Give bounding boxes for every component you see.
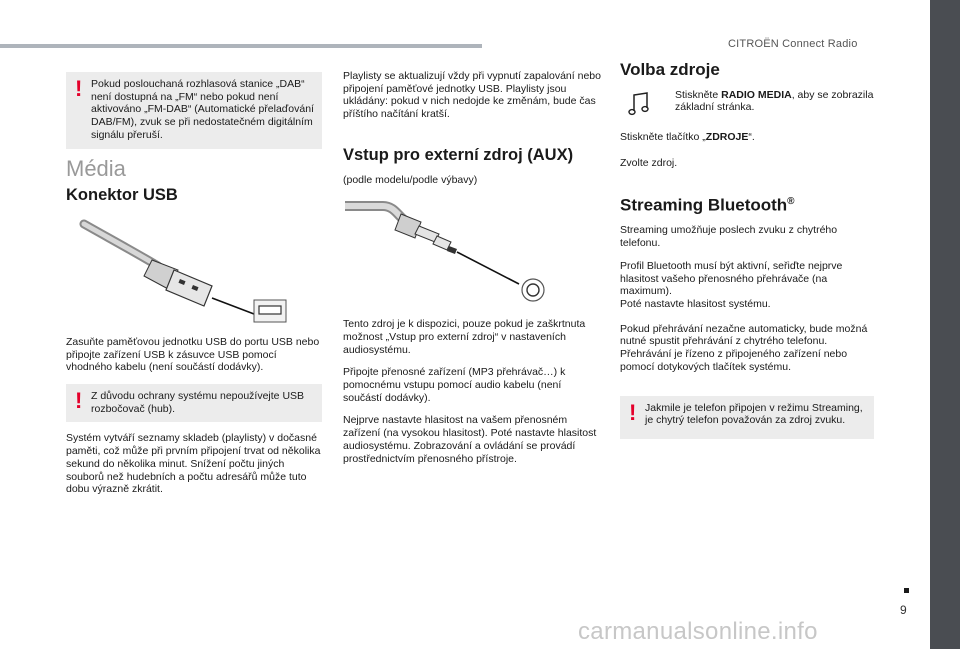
bluetooth-heading-text: Streaming Bluetooth <box>620 195 788 215</box>
aux-paragraph-2: Připojte přenosné zařízení (MP3 přehrávač…) k pomocnému vstupu pomocí audio kabelu (není součástí dodávky). <box>343 366 566 404</box>
instruction-text-pre: Stiskněte <box>675 88 722 101</box>
header-title: CITROËN Connect Radio <box>728 38 858 50</box>
notice-text: Z důvodu ochrany systému nepoužívejte USB rozbočovač (hub). <box>91 390 305 415</box>
usb-connector-illustration <box>66 214 322 324</box>
notice-box <box>66 384 322 422</box>
warning-icon: ! <box>75 388 83 414</box>
notice-box <box>66 72 322 149</box>
section-title: Média <box>66 155 126 181</box>
side-tab <box>930 0 960 649</box>
column-2 <box>343 70 601 475</box>
bluetooth-paragraph-2b: Poté nastavte hlasitost systému. <box>620 297 771 310</box>
source-button-instruction <box>620 131 874 144</box>
bluetooth-paragraph-3a: Pokud přehrávání nezačne automaticky, bude možná nutné spustit přehrávání z chytrého telefonu. <box>620 322 868 348</box>
playlist-update-paragraph: Playlisty se aktualizují vždy při vypnutí zapalování nebo připojení paměťové jednotky USB. Playlisty jsou ukládány: pokud v nich nedojde ke změnám, bude čas příštího načítání kratší. <box>343 70 601 121</box>
usb-heading: Konektor USB <box>66 186 178 205</box>
source-heading: Volba zdroje <box>620 60 720 79</box>
aux-paragraph-1: Tento zdroj je k dispozici, pouze pokud je zaškrtnuta možnost „Vstup pro externí zdroj“ v nastaveních audiosystému. <box>343 318 586 356</box>
registered-mark: ® <box>787 196 795 208</box>
header-rule <box>0 44 482 48</box>
aux-heading: Vstup pro externí zdroj (AUX) <box>343 145 574 164</box>
playlist-paragraph: Systém vytváří seznamy skladeb (playlisty) v dočasné paměti, což může při prvním připojení trvat od několika sekund do několika minut. Snížení počtu jiných souborů než hudebních a počtu adresářů může tuto dobu výrazně zkrátit. <box>66 432 321 496</box>
notice-text: Pokud poslouchaná rozhlasová stanice „DAB“ není dostupná na „FM“ nebo pokud není aktivováno „FM-DAB“ (Automatické přelaďování DAB/FM), zvuk se při nedostatečném digitálním signálu přeruší. <box>91 78 314 141</box>
bluetooth-paragraph-3b: Přehrávání je řízeno z připojeného zařízení nebo pomocí dotykových tlačítek systému. <box>620 348 848 373</box>
instruction-text-post: “. <box>748 130 755 143</box>
aux-note: (podle modelu/podle výbavy) <box>343 173 478 186</box>
radio-media-instruction <box>620 89 874 117</box>
notice-text: Jakmile je telefon připojen v režimu Streaming, je chytrý telefon považován za zdroj zvuku. <box>645 401 863 427</box>
instruction-text-post: , aby se zobrazila základní stránka. <box>675 88 874 114</box>
notice-box <box>620 396 874 439</box>
usb-paragraph: Zasuňte paměťovou jednotku USB do portu USB nebo připojte zařízení USB k zásuvce USB pomocí vhodného kabelu (není součástí dodávky). <box>66 335 320 374</box>
page-number: 9 <box>900 603 907 617</box>
music-note-icon <box>628 91 650 117</box>
choose-source-text: Zvolte zdroj. <box>620 157 678 170</box>
column-1 <box>66 72 322 506</box>
column-3 <box>620 60 874 449</box>
bluetooth-heading <box>620 195 874 215</box>
sources-label: ZDROJE <box>705 130 749 143</box>
aux-paragraph-3: Nejprve nastavte hlasitost na vašem přenosném zařízení (na vysokou hlasitost). Poté nastavte hlasitost audiosystému. Zobrazování a ovládání se provádí prostřednictvím přenosného přístroje. <box>343 414 597 465</box>
bluetooth-paragraph-1: Streaming umožňuje poslech zvuku z chytrého telefonu. <box>620 224 838 250</box>
watermark: carmanualsonline.info <box>578 618 818 645</box>
instruction-text-pre: Stiskněte tlačítko „ <box>620 130 706 143</box>
jack-connector-illustration <box>343 196 601 306</box>
bluetooth-paragraph-2a: Profil Bluetooth musí být aktivní, seřiďte nejprve hlasitost vašeho přenosného přehrávače (na maximum). <box>620 259 843 298</box>
warning-icon: ! <box>75 76 83 101</box>
warning-icon: ! <box>629 399 637 425</box>
page-marker <box>904 588 909 593</box>
radio-media-label: RADIO MEDIA <box>721 88 792 101</box>
